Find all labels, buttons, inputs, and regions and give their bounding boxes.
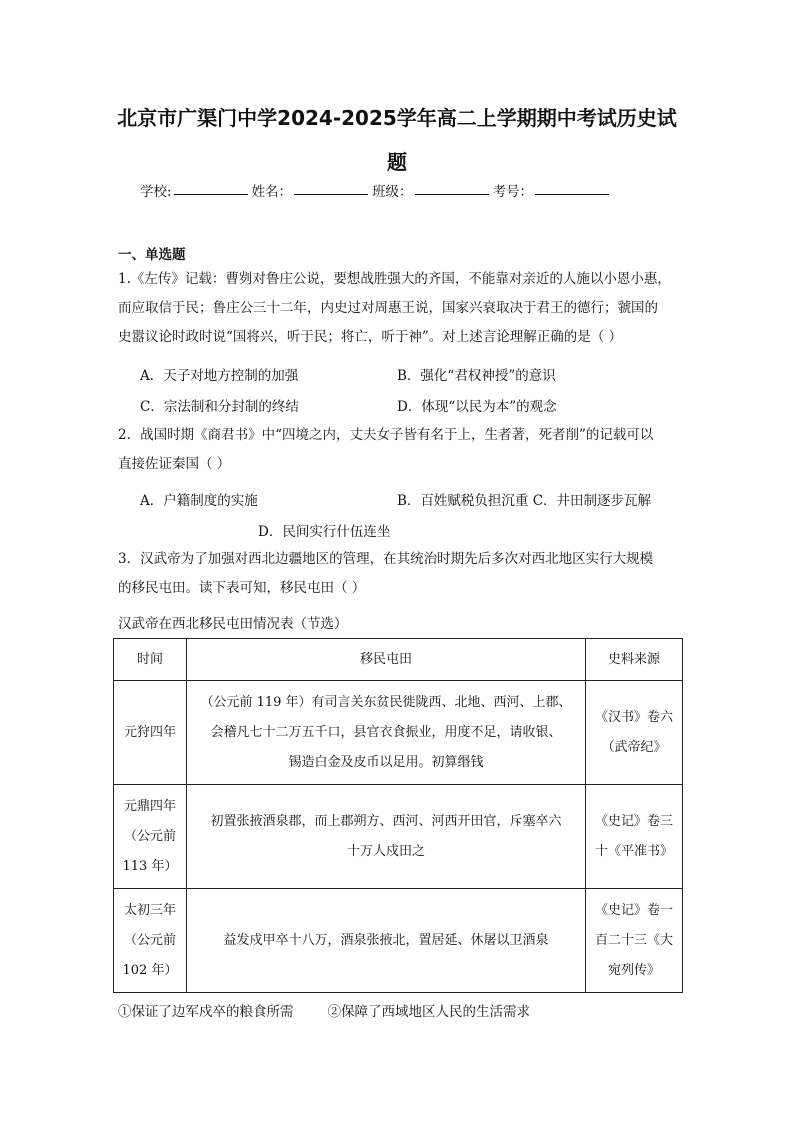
cell-content (187, 681, 586, 785)
cell-line: （武帝纪》 (601, 739, 667, 755)
question-3-stem (118, 545, 678, 603)
header-source: 史料来源 (586, 639, 683, 681)
cell-content (187, 785, 586, 889)
q1-line: 而应取信于民；鲁庄公三十二年，内史过对周惠王说，国家兴衰取决于君王的德行；虢国的 (118, 300, 658, 316)
name-blank[interactable] (294, 180, 368, 195)
cell-line: 十《平准书》 (594, 843, 673, 859)
cell-line: 《史记》卷三 (594, 813, 673, 829)
q3-line: 3．汉武帝为了加强对西北边疆地区的管理，在其统治时期先后多次对西北地区实行大规模 (118, 551, 654, 567)
cell-time (114, 681, 187, 785)
q2-option-a[interactable]: A．户籍制度的实施 (140, 493, 258, 509)
question-2-stem (118, 421, 678, 479)
cell-line: 元狩四年 (123, 724, 176, 740)
cell-line: 《汉书》卷六 (594, 709, 673, 725)
student-info (140, 180, 660, 200)
cell-line: 锡造白金及皮币以足用。初算缗钱 (288, 754, 484, 770)
table-caption: 汉武帝在西北移民屯田情况表（节选） (118, 616, 348, 632)
exam-title (110, 96, 684, 184)
table-row (114, 785, 683, 889)
cell-content (187, 889, 586, 993)
table-row (114, 681, 683, 785)
q2-option-d[interactable]: D．民间实行什伍连坐 (258, 524, 391, 540)
q3-line: 的移民屯田。读下表可知，移民屯田（ ） (118, 580, 366, 596)
section-heading: 一、单选题 (118, 247, 186, 263)
number-blank[interactable] (535, 180, 609, 195)
title-line-1: 北京市广渠门中学2024-2025学年高二上学期期中考试历史试 (117, 106, 677, 130)
school-blank[interactable] (174, 180, 248, 195)
cell-line: 宛列传》 (607, 962, 660, 978)
cell-line: 太初三年 (123, 902, 176, 918)
cell-line: 《史记》卷一 (594, 902, 673, 918)
cell-line: 会稽凡七十二万五千口，县官衣食振业，用度不足，请收银、 (210, 724, 562, 740)
q3-sub-option-1[interactable]: ①保证了边军戍卒的粮食所需 (118, 1004, 294, 1020)
class-blank[interactable] (415, 180, 489, 195)
school-label: 学校: (140, 184, 172, 200)
cell-line: （公元前 (123, 932, 176, 948)
q2-line: 2．战国时期《商君书》中“四境之内，丈夫女子皆有名于上，生者著，死者削”的记载可以 (118, 427, 654, 443)
cell-line: 元鼎四年 (123, 798, 176, 814)
q1-option-d[interactable]: D．体现“以民为本”的观念 (397, 399, 557, 415)
cell-line: 益发戍甲卒十八万，酒泉张掖北，置居延、休屠以卫酒泉 (223, 932, 549, 948)
header-time: 时间 (114, 639, 187, 681)
q3-sub-option-2[interactable]: ②保障了西域地区人民的生活需求 (327, 1004, 530, 1020)
cell-line: 113 年） (122, 858, 178, 874)
cell-source (586, 889, 683, 993)
table-header-row (114, 639, 683, 681)
question-1-stem (118, 265, 678, 352)
cell-line: （公元前 119 年）有司言关东贫民徙陇西、北地、西河、上郡、 (200, 694, 572, 710)
number-label: 考号： (492, 184, 534, 200)
cell-time (114, 889, 187, 993)
q2-option-bc[interactable]: B．百姓赋税负担沉重 C．井田制逐步瓦解 (397, 493, 652, 509)
name-label: 姓名： (251, 184, 293, 200)
cell-line: 初置张掖酒泉郡，而上郡朔方、西河、河西开田官，斥塞卒六 (210, 813, 562, 829)
q1-option-a[interactable]: A．天子对地方控制的加强 (140, 368, 299, 384)
header-content: 移民屯田 (187, 639, 586, 681)
cell-source (586, 681, 683, 785)
class-label: 班级： (372, 184, 413, 200)
q1-line: 1.《左传》记载：曹刿对鲁庄公说，要想战胜强大的齐国，不能靠对亲近的人施以小恩小惠， (118, 271, 671, 287)
migration-table (113, 638, 683, 993)
q2-line: 直接佐证秦国（ ） (118, 456, 231, 472)
q1-line: 史嚣议论时政时说“国将兴，听于民；将亡，听于神”。对上述言论理解正确的是（ ） (118, 329, 623, 345)
cell-line: 十万人戍田之 (346, 843, 425, 859)
table-row (114, 889, 683, 993)
title-line-2: 题 (387, 150, 407, 174)
q3-sub-options (118, 1000, 530, 1020)
cell-time (114, 785, 187, 889)
q1-option-b[interactable]: B．强化“君权神授”的意识 (397, 368, 556, 384)
cell-line: 102 年） (122, 962, 178, 978)
cell-source (586, 785, 683, 889)
cell-line: 百二十三《大 (594, 932, 673, 948)
cell-line: （公元前 (123, 828, 176, 844)
q1-option-c[interactable]: C．宗法制和分封制的终结 (140, 399, 299, 415)
